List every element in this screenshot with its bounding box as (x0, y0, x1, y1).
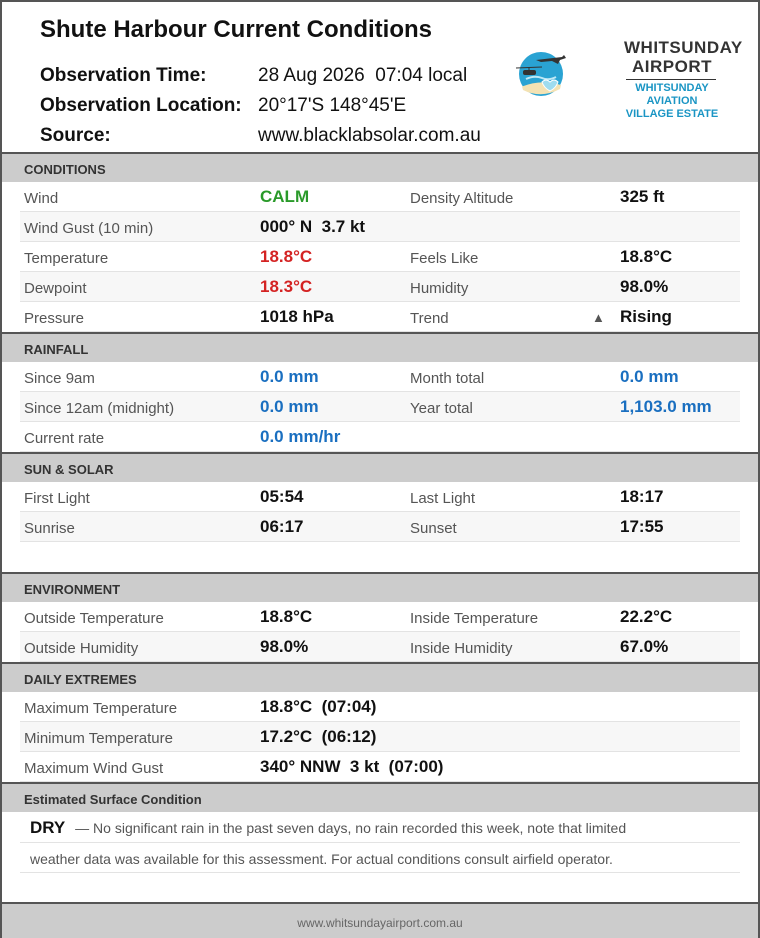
row-pressure (20, 302, 740, 332)
pressure-value: 1018 hPa (260, 307, 334, 326)
year-total-label: Year total (410, 400, 473, 417)
obs-location-value: 20°17'S 148°45'E (258, 95, 407, 116)
logo-line1: WHITSUNDAY (624, 38, 743, 57)
row-first-light (20, 482, 740, 512)
sunset-value: 17:55 (620, 517, 664, 536)
surface-note-line1: — No significant rain in the past seven days, no rain recorded this week, note that limited (75, 820, 627, 836)
feels-like-label: Feels Like (410, 250, 479, 267)
section-environment (2, 572, 758, 602)
row-max-temperature (20, 692, 740, 722)
outside-humidity-value: 98.0% (260, 637, 309, 656)
footer-link[interactable]: www.whitsundayairport.com.au (297, 916, 463, 930)
max-temperature-label: Maximum Temperature (24, 700, 178, 717)
obs-time-label: Observation Time: (40, 65, 207, 86)
logo-sub1: WHITSUNDAY AVIATION (635, 82, 709, 107)
row-since-midnight (20, 392, 740, 422)
trend-label: Trend (410, 310, 449, 327)
current-rate-label: Current rate (24, 430, 105, 447)
obs-location-label: Observation Location: (40, 95, 242, 116)
current-rate-value: 0.0 mm/hr (260, 427, 341, 446)
temperature-label: Temperature (24, 250, 109, 267)
inside-temperature-label: Inside Temperature (410, 610, 539, 627)
surface-status-badge: DRY (30, 818, 66, 837)
pressure-label: Pressure (24, 310, 85, 327)
first-light-value: 05:54 (260, 487, 304, 506)
since-9am-label: Since 9am (24, 370, 95, 387)
max-wind-gust-label: Maximum Wind Gust (24, 760, 164, 777)
row-dewpoint (20, 272, 740, 302)
source-label: Source: (40, 125, 111, 146)
row-min-temperature (20, 722, 740, 752)
section-heading: SUN & SOLAR (24, 462, 114, 477)
outside-humidity-label: Outside Humidity (24, 640, 139, 657)
section-heading: CONDITIONS (24, 162, 106, 177)
since-midnight-value: 0.0 mm (260, 397, 319, 416)
page-title: Shute Harbour Current Conditions (40, 16, 432, 43)
year-total-value: 1,103.0 mm (620, 397, 712, 416)
surface-condition-line1 (20, 812, 740, 843)
inside-humidity-value: 67.0% (620, 637, 669, 656)
density-altitude-value: 325 ft (620, 187, 665, 206)
obs-time-value: 28 Aug 2026 07:04 local (258, 65, 468, 86)
header (2, 2, 758, 152)
last-light-value: 18:17 (620, 487, 664, 506)
feels-like-value: 18.8°C (620, 247, 673, 266)
logo-line2: AIRPORT (632, 57, 712, 76)
row-since-9am (20, 362, 740, 392)
row-wind-gust (20, 212, 740, 242)
logo-subtitle (614, 82, 730, 121)
max-temperature-value: 18.8°C (07:04) (260, 697, 377, 716)
whitsunday-airport-logo (512, 24, 622, 124)
min-temperature-value: 17.2°C (06:12) (260, 727, 377, 746)
section-conditions (2, 152, 758, 182)
last-light-label: Last Light (410, 490, 476, 507)
section-heading: ENVIRONMENT (24, 582, 121, 597)
section-surface-condition (2, 782, 758, 812)
inside-temperature-value: 22.2°C (620, 607, 673, 626)
footer (2, 902, 758, 938)
logo-wordmark (624, 38, 743, 76)
row-outside-humidity (20, 632, 740, 662)
section-sun-solar (2, 452, 758, 482)
wind-label: Wind (24, 190, 59, 207)
wind-gust-value: 000° N 3.7 kt (260, 217, 366, 236)
month-total-value: 0.0 mm (620, 367, 679, 386)
surface-condition-line2 (20, 842, 740, 873)
inside-humidity-label: Inside Humidity (410, 640, 513, 657)
sunset-label: Sunset (410, 520, 457, 537)
sunrise-label: Sunrise (24, 520, 75, 537)
min-temperature-label: Minimum Temperature (24, 730, 173, 747)
outside-temperature-label: Outside Temperature (24, 610, 164, 627)
row-sunrise (20, 512, 740, 542)
trend-value: Rising (620, 307, 672, 326)
source-value: www.blacklabsolar.com.au (258, 125, 481, 146)
section-heading: DAILY EXTREMES (24, 672, 137, 687)
section-rainfall (2, 332, 758, 362)
since-9am-value: 0.0 mm (260, 367, 319, 386)
dewpoint-label: Dewpoint (24, 280, 87, 297)
humidity-value: 98.0% (620, 277, 669, 296)
section-heading: RAINFALL (24, 342, 89, 357)
surface-note-line2: weather data was available for this assessment. For actual conditions consult airfield operator. (30, 851, 613, 867)
first-light-label: First Light (24, 490, 90, 507)
logo-divider (626, 79, 716, 80)
section-daily-extremes (2, 662, 758, 692)
sunrise-value: 06:17 (260, 517, 304, 536)
row-current-rate (20, 422, 740, 452)
section-heading: Estimated Surface Condition (24, 792, 202, 807)
row-outside-temperature (20, 602, 740, 632)
density-altitude-label: Density Altitude (410, 190, 514, 207)
trend-up-icon: ▲ (592, 310, 605, 325)
max-wind-gust-value: 340° NNW 3 kt (07:00) (260, 757, 444, 776)
logo-sub2: VILLAGE ESTATE (625, 108, 719, 120)
month-total-label: Month total (410, 370, 485, 387)
dewpoint-value: 18.3°C (260, 277, 313, 296)
humidity-label: Humidity (410, 280, 469, 297)
wind-value: CALM (260, 187, 310, 206)
row-wind (20, 182, 740, 212)
surface-note-line1-wrap (30, 818, 626, 838)
row-temperature (20, 242, 740, 272)
wind-gust-label: Wind Gust (10 min) (24, 220, 154, 237)
temperature-value: 18.8°C (260, 247, 313, 266)
since-midnight-label: Since 12am (midnight) (24, 400, 175, 417)
row-max-wind-gust (20, 752, 740, 782)
outside-temperature-value: 18.8°C (260, 607, 313, 626)
